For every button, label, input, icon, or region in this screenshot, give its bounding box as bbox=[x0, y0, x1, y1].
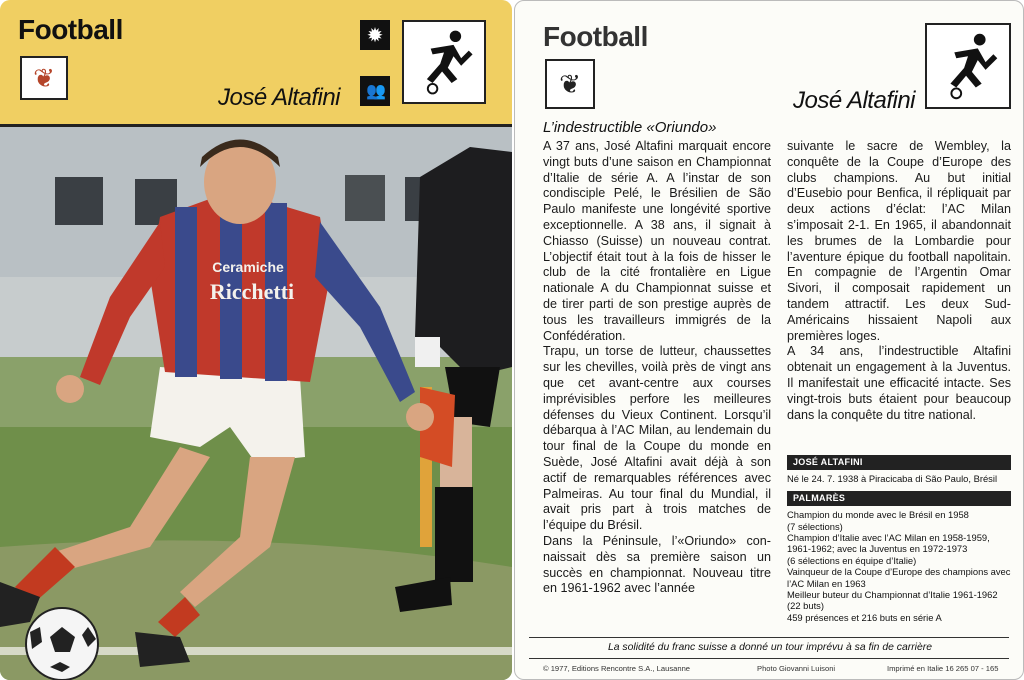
jersey-sponsor-line2: Ricchetti bbox=[209, 279, 295, 304]
facts-header: JOSÉ ALTAFINI bbox=[787, 455, 1011, 470]
player-facts-box bbox=[787, 455, 1011, 623]
palmares-line: 1961-1962; avec la Juventus en 1972-1973 bbox=[787, 543, 968, 555]
footer-print-info: Imprimé en Italie 16 265 07 - 165 bbox=[887, 664, 999, 673]
front-title: Football bbox=[18, 14, 123, 45]
back-card bbox=[514, 0, 1024, 680]
quote-rule-bottom bbox=[529, 658, 1009, 659]
laurel-icon: ❦ bbox=[559, 69, 581, 99]
quote-rule-top bbox=[529, 637, 1009, 638]
back-footballer-badge bbox=[925, 23, 1011, 109]
palmares-line: (6 sélections en équipe d’Italie) bbox=[787, 554, 917, 566]
footer-copyright: © 1977, Editions Rencontre S.A., Lausanne bbox=[543, 664, 691, 673]
palmares-header: PALMARÈS bbox=[787, 491, 1011, 506]
palmares-line: (22 buts) bbox=[787, 600, 824, 612]
article-paragraph: Dans la Péninsule, l’«Oriundo» connaissait dès sa première saison un succès en championnat. Nouveau titre en 1961-1962 avec l’année bbox=[543, 533, 771, 596]
back-player-name: José Altafini bbox=[792, 87, 915, 114]
team-icon: 👥 bbox=[360, 76, 390, 106]
palmares-line: (7 sélections) bbox=[787, 520, 843, 532]
footer-photo-credit: Photo Giovanni Luisoni bbox=[757, 664, 836, 673]
footballer-icon bbox=[927, 25, 1009, 107]
back-laurel-badge bbox=[545, 59, 595, 109]
card-quote: La solidité du franc suisse a donné un tour imprévu à sa fin de carrière bbox=[607, 642, 933, 653]
article-paragraph: A 34 ans, l’indestructible Altafini obtenait un engagement à la Juventus. Il manifestait une efficacité intacte. Ses vingt-trois buts étaient pour beaucoup dans la conquête du titre national. bbox=[787, 344, 1011, 422]
sun-icon: ✹ bbox=[360, 20, 390, 50]
jersey-sponsor-line1: Ceramiche bbox=[212, 259, 284, 275]
article-paragraph: A 37 ans, José Altafini marquait encore vingt buts d’une saison en Championnat d’Italie de série A. A l’instar de son condisciple Pelé, le Brésilien de São Paulo manifeste une longévité sportive exceptionnelle. A 38 ans, il signait à Chiasso (Suisse) un nouveau contrat. L’objectif était tout à la fois de hisser le club de la cité frontalière en Ligue nationale A du Championnat suisse et de tirer parti de son prestige auprès de tous les travailleurs immigrés de la Confédération. bbox=[543, 139, 771, 343]
palmares-line: Meilleur buteur du Championnat d’Italie 1961-1962 bbox=[787, 589, 998, 601]
article-paragraph: Trapu, un torse de lutteur, chaussettes sur les chevilles, voilà près de vingt ans que cet avant-centre aux courses imprévisibles perfore les meilleures défenses du Vieux Continent. Lorsqu’il débarqua à l’AC Milan, au lendemain du tour final de la Coupe du monde en Suède, José Altafini avait déjà à son actif de remarquables références avec Palmeiras. Au tour final du Mundial, il avait pris part à trois matches de l’équipe du Brésil. bbox=[543, 344, 771, 533]
birth-info: Né le 24. 7. 1938 à Piracicaba di São Paulo, Brésil bbox=[787, 473, 998, 485]
article-paragraph: suivante le sacre de Wembley, la conquête de la Coupe d’Europe des clubs champions. Au but initial d’Eusebio pour Benfica, il répliquait par deux actions d’éclat: l’AC Milan s’imposait 2-1. En 1965, il abandonnait les brumes de la Lombardie pour l’aventure épique du football napolitain. En compagnie de l’Argentin Omar Sivori, il composait rapidement un tandem attractif. Les deux Sud-Américains hissaient Napoli aux premières loges. bbox=[787, 139, 1011, 343]
player-photo bbox=[0, 127, 512, 680]
front-laurel-badge bbox=[20, 56, 68, 100]
back-title: Football bbox=[543, 21, 648, 52]
laurel-icon: ❦ bbox=[33, 63, 55, 93]
palmares-line: 459 présences et 216 buts en série A bbox=[787, 611, 942, 623]
article-column-2 bbox=[787, 139, 1011, 423]
palmares-line: Champion d’Italie avec l’AC Milan en 1958-1959, bbox=[787, 532, 990, 544]
palmares-line: Vainqueur de la Coupe d’Europe des champions avec bbox=[787, 566, 1011, 578]
footballer-icon bbox=[404, 22, 484, 102]
article-column-1 bbox=[543, 139, 771, 597]
palmares-line: Champion du monde avec le Brésil en 1958 bbox=[787, 509, 969, 521]
palmares-line: l’AC Milan en 1963 bbox=[787, 577, 866, 589]
front-player-name: José Altafini bbox=[217, 84, 340, 111]
article-subtitle: L’indestructible «Oriundo» bbox=[543, 119, 717, 136]
front-footballer-badge bbox=[402, 20, 486, 104]
